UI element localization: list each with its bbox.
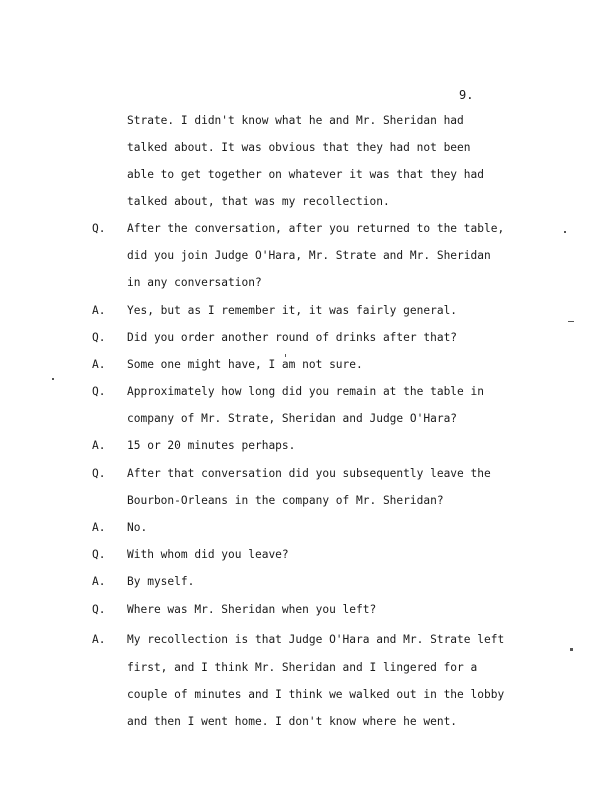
speaker-label: Q. (92, 548, 106, 561)
testimony-line: Where was Mr. Sheridan when you left? (127, 603, 377, 616)
speaker-label: A. (92, 633, 106, 646)
continuation-line: Strate. I didn't know what he and Mr. Sheridan had (127, 114, 464, 127)
testimony-line: My recollection is that Judge O'Hara and Mr. Strate left (127, 633, 505, 646)
testimony-line: Some one might have, I am not sure. (127, 358, 363, 371)
testimony-line: company of Mr. Strate, Sheridan and Judge O'Hara? (127, 412, 458, 425)
speaker-label: A. (92, 521, 106, 534)
scan-speck (570, 648, 573, 651)
speaker-label: A. (92, 304, 106, 317)
speaker-label: Q. (92, 222, 106, 235)
continuation-line: talked about. It was obvious that they had not been (127, 141, 471, 154)
speaker-label: Q. (92, 467, 106, 480)
testimony-line: With whom did you leave? (127, 548, 289, 561)
testimony-line: Yes, but as I remember it, it was fairly general. (127, 304, 458, 317)
page-number: 9. (459, 88, 474, 102)
testimony-line: Bourbon-Orleans in the company of Mr. Sheridan? (127, 494, 444, 507)
speaker-label: A. (92, 439, 106, 452)
scan-speck (285, 354, 286, 357)
testimony-line: By myself. (127, 575, 195, 588)
testimony-line: After the conversation, after you returned to the table, (127, 222, 505, 235)
testimony-line: 15 or 20 minutes perhaps. (127, 439, 296, 452)
testimony-line: No. (127, 521, 148, 534)
scan-speck (564, 231, 566, 233)
testimony-line: and then I went home. I don't know where he went. (127, 715, 458, 728)
scan-speck (568, 321, 574, 322)
speaker-label: A. (92, 575, 106, 588)
speaker-label: A. (92, 358, 106, 371)
speaker-label: Q. (92, 331, 106, 344)
testimony-line: Approximately how long did you remain at the table in (127, 385, 484, 398)
testimony-line: did you join Judge O'Hara, Mr. Strate and Mr. Sheridan (127, 249, 491, 262)
testimony-line: first, and I think Mr. Sheridan and I lingered for a (127, 661, 478, 674)
continuation-line: able to get together on whatever it was that they had (127, 168, 484, 181)
testimony-line: in any conversation? (127, 276, 262, 289)
scan-speck (52, 378, 54, 380)
continuation-line: talked about, that was my recollection. (127, 195, 390, 208)
speaker-label: Q. (92, 385, 106, 398)
testimony-line: couple of minutes and I think we walked out in the lobby (127, 688, 505, 701)
testimony-line: After that conversation did you subsequently leave the (127, 467, 491, 480)
testimony-line: Did you order another round of drinks after that? (127, 331, 458, 344)
speaker-label: Q. (92, 603, 106, 616)
